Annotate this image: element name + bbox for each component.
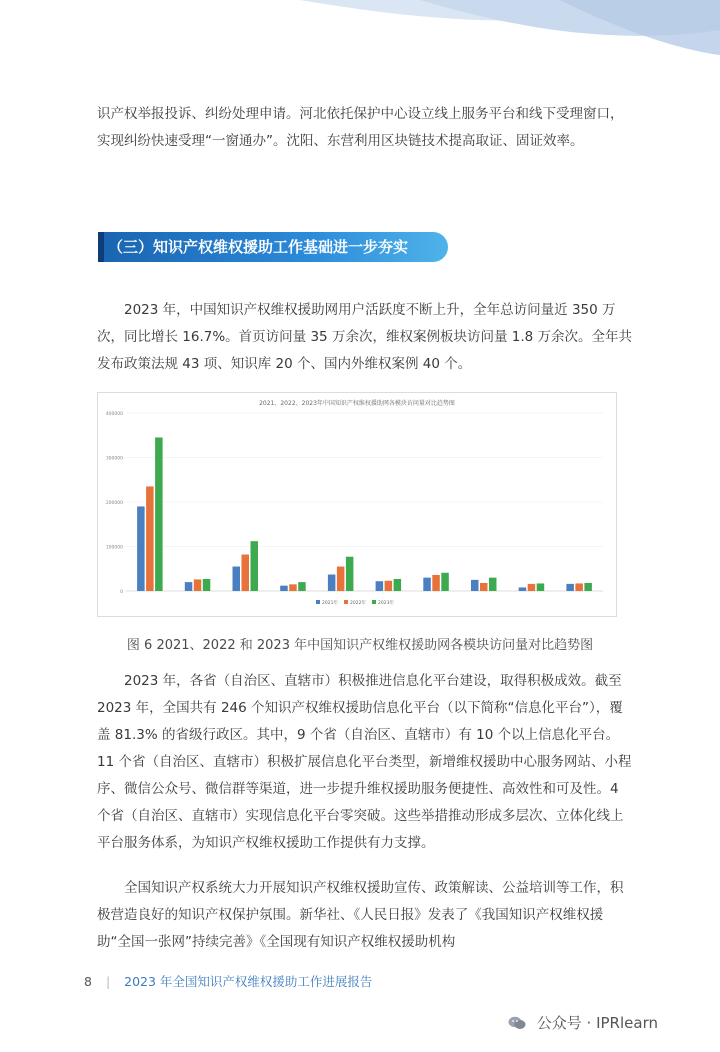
bar-2-9 — [584, 583, 592, 591]
bar-2-1 — [203, 579, 211, 591]
watermark-text: 公众号 · IPRlearn — [536, 1014, 658, 1032]
bar-1-2 — [242, 555, 250, 591]
bar-0-0 — [137, 506, 145, 591]
bar-0-3 — [280, 586, 288, 591]
bar-0-8 — [519, 587, 527, 591]
legend-swatch-1 — [344, 600, 348, 604]
paragraph-website-stats: 2023 年，中国知识产权维权援助网用户活跃度不断上升，全年总访问量近 350 万次，同比增长 16.7%。首页访问量 35 万余次，维权案例板块访问量 1.8 万余次。全年共发布政策法规 43 项、知识库 20 个、国内外维权案例 40 个。 — [97, 302, 632, 372]
bar-2-7 — [489, 578, 497, 591]
legend-label-2: 2023年 — [378, 601, 394, 606]
bar-2-4 — [346, 557, 354, 591]
header-wave-decoration — [0, 0, 720, 60]
bar-0-5 — [376, 581, 384, 591]
y-tick-label: 400000 — [105, 412, 123, 417]
y-tick-label: 200000 — [105, 501, 123, 506]
paragraph-intro: 识产权举报投诉、纠纷处理申请。河北依托保护中心设立线上服务平台和线下受理窗口，实现纠纷快速受理“一窗通办”。沈阳、东营利用区块链技术提高取证、固证效率。 — [97, 106, 624, 149]
bar-1-6 — [432, 575, 440, 591]
bar-1-9 — [575, 583, 583, 591]
bar-1-8 — [528, 584, 536, 591]
bar-0-6 — [423, 578, 431, 591]
bar-0-2 — [233, 567, 241, 591]
bar-2-3 — [298, 582, 306, 591]
bar-1-4 — [337, 567, 345, 591]
bar-1-1 — [194, 579, 202, 591]
bar-2-0 — [155, 437, 163, 591]
bar-0-1 — [185, 582, 193, 591]
page-number: 8 — [84, 974, 92, 989]
section-heading-tab — [98, 232, 104, 262]
bar-0-7 — [471, 580, 479, 591]
bar-chart — [98, 393, 616, 616]
bar-2-2 — [251, 541, 259, 591]
bar-0-4 — [328, 575, 336, 591]
y-tick-label: 0 — [120, 590, 123, 595]
bar-0-9 — [566, 584, 574, 591]
bar-2-8 — [537, 583, 545, 591]
legend-label-1: 2022年 — [350, 601, 366, 606]
report-title: 2023 年全国知识产权维权援助工作进展报告 — [124, 974, 373, 989]
bar-2-5 — [394, 579, 402, 591]
section-heading — [98, 232, 448, 262]
legend-swatch-0 — [316, 600, 320, 604]
wechat-watermark — [508, 1012, 658, 1033]
legend-swatch-2 — [372, 600, 376, 604]
figure-caption: 图 6 2021、2022 和 2023 年中国知识产权维权援助网各模块访问量对比趋势图 — [126, 638, 594, 653]
bar-1-3 — [289, 584, 297, 591]
footer-separator: | — [105, 974, 111, 989]
bar-1-7 — [480, 583, 488, 591]
bar-1-5 — [385, 581, 393, 591]
bar-2-6 — [441, 573, 449, 591]
wechat-icon — [508, 1016, 526, 1030]
section-heading-text: （三）知识产权维权援助工作基础进一步夯实 — [108, 238, 409, 256]
chart-title: 2021、2022、2023年中国知识产权维权援助网各模块访问量对比趋势图 — [259, 400, 455, 407]
page-footer — [84, 972, 372, 990]
bar-1-0 — [146, 486, 154, 591]
chart-frame — [97, 392, 617, 617]
y-tick-label: 100000 — [105, 545, 123, 551]
paragraph-publicity: 全国知识产权系统大力开展知识产权维权援助宣传、政策解读、公益培训等工作，积极营造良好的知识产权保护氛围。新华社、《人民日报》发表了《我国知识产权维权援助“全国一张网”持续完善》《全国现有知识产权维权援助机构 — [97, 880, 624, 950]
paragraph-platforms: 2023 年，各省（自治区、直辖市）积极推进信息化平台建设，取得积极成效。截至 2023 年，全国共有 246 个知识产权维权援助信息化平台（以下简称“信息化平台”），覆盖 81.3% 的省级行政区。其中，9 个省（自治区、直辖市）有 10 个以上信息化平台。11 个省（自治区、直辖市）积极扩展信息化平台类型，新增维权援助中心服务网站、小程序、微信公众号、微信群等渠道，进一步提升维权援助服务便捷性、高效性和可及性。4 个省（自治区、直辖市）实现信息化平台零突破。这些举措推动形成多层次、立体化线上平台服务体系，为知识产权维权援助工作提供有力支撑。 — [97, 673, 632, 851]
legend-label-0: 2021年 — [322, 601, 338, 606]
y-tick-label: 300000 — [105, 456, 123, 462]
